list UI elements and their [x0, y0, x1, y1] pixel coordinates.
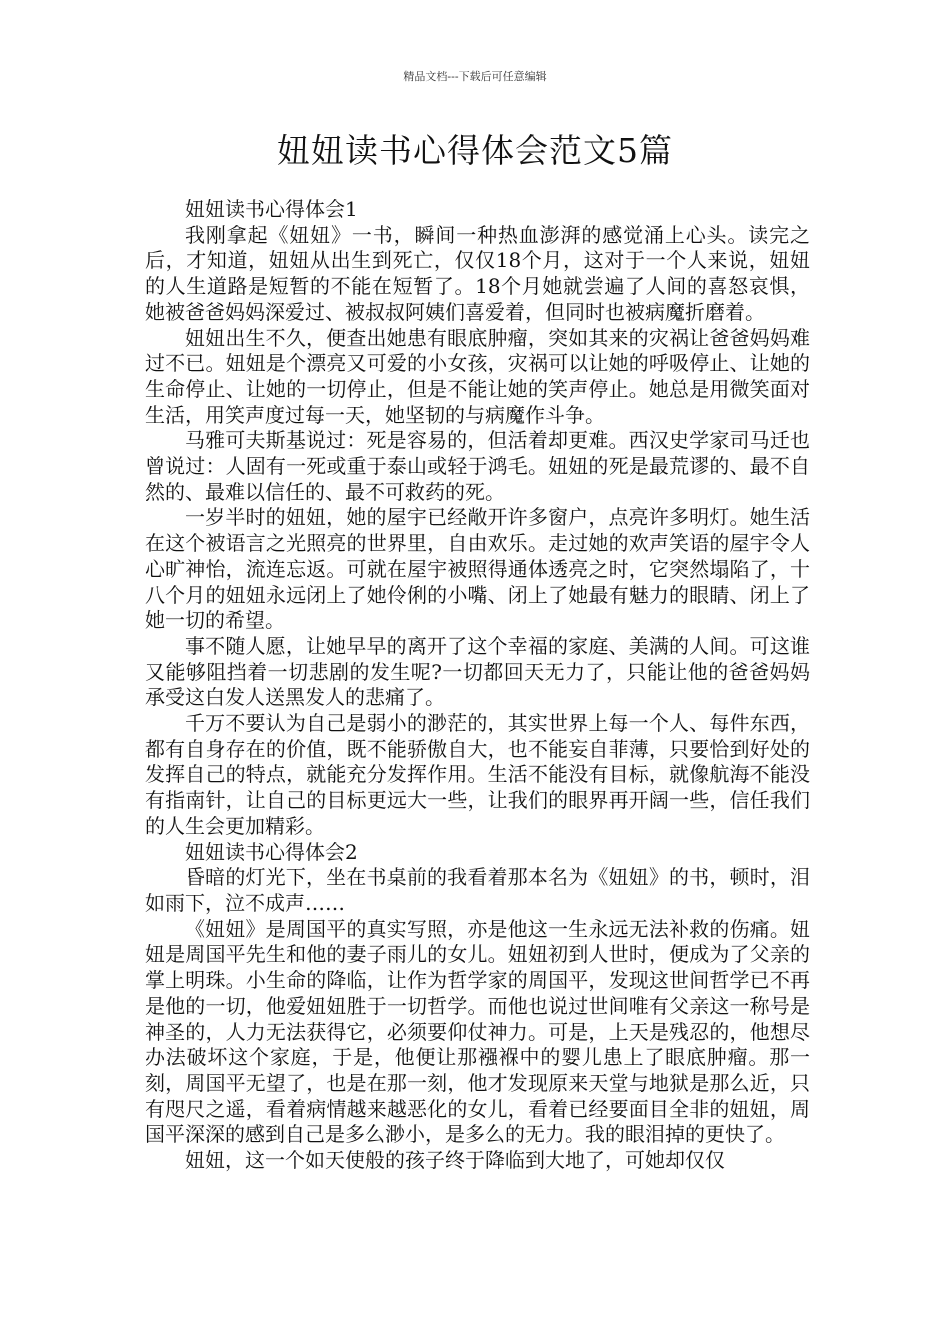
document-title: 妞妞读书心得体会范文5篇	[277, 131, 673, 170]
paragraph: 妞妞出生不久，便查出她患有眼底肿瘤，突如其来的灾祸让爸爸妈妈难过不已。妞妞是个漂亮又可爱的小女孩，灾祸可以让她的呼吸停止、让她的生命停止、让她的一切停止，但是不能让她的笑声停止。她总是用微笑面对生活，用笑声度过每一天，她坚韧的与病魔作斗争。	[145, 325, 810, 427]
paragraph: 妞妞，这一个如天使般的孩子终于降临到大地了，可她却仅仅	[185, 1148, 725, 1173]
page-header: 精品文档---下载后可任意编辑	[403, 70, 547, 83]
section-heading-1: 妞妞读书心得体会1	[185, 197, 358, 221]
paragraph: 昏暗的灯光下，坐在书桌前的我看着那本名为《妞妞》的书，顿时，泪如雨下，泣不成声……	[145, 865, 810, 915]
document-body	[145, 197, 810, 1174]
paragraph: 《妞妞》是周国平的真实写照，亦是他这一生永远无法补救的伤痛。妞妞是周国平先生和他的妻子雨儿的女儿。妞妞初到人世时，便成为了父亲的掌上明珠。小生命的降临，让作为哲学家的周国平，发现这世间哲学已不再是他的一切，他爱妞妞胜于一切哲学。而他也说过世间唯有父亲这一称号是神圣的，人力无法获得它，必须要仰仗神力。可是，上天是残忍的，他想尽办法破坏这个家庭，于是，他便让那襁褓中的婴儿患上了眼底肿瘤。那一刻，周国平无望了，也是在那一刻，他才发现原来天堂与地狱是那么近，只有咫尺之遥，看着病情越来越恶化的女儿，看着已经要面目全非的妞妞，周国平深深的感到自己是多么渺小，是多么的无力。我的眼泪掉的更快了。	[145, 916, 810, 1147]
paragraph: 马雅可夫斯基说过：死是容易的，但活着却更难。西汉史学家司马迁也曾说过：人固有一死或重于泰山或轻于鸿毛。妞妞的死是最荒谬的、最不自然的、最难以信任的、最不可救药的死。	[145, 428, 810, 504]
paragraph: 我刚拿起《妞妞》一书，瞬间一种热血澎湃的感觉涌上心头。读完之后，才知道，妞妞从出生到死亡，仅仅18个月，这对于一个人来说，妞妞的人生道路是短暂的不能在短暂了。18个月她就尝遍了人间的喜怒哀惧，她被爸爸妈妈深爱过、被叔叔阿姨们喜爱着，但同时也被病魔折磨着。	[145, 222, 810, 324]
paragraph: 事不随人愿，让她早早的离开了这个幸福的家庭、美满的人间。可这谁又能够阻挡着一切悲剧的发生呢?一切都回天无力了，只能让他的爸爸妈妈承受这白发人送黑发人的悲痛了。	[145, 633, 810, 710]
paragraph: 一岁半时的妞妞，她的屋宇已经敞开许多窗户，点亮许多明灯。她生活在这个被语言之光照亮的世界里，自由欢乐。走过她的欢声笑语的屋宇令人心旷神怡，流连忘返。可就在屋宇被照得通体透亮之时，它突然塌陷了，十八个月的妞妞永远闭上了她伶俐的小嘴、闭上了她最有魅力的眼睛、闭上了她一切的希望。	[145, 505, 810, 633]
paragraph: 千万不要认为自己是弱小的渺茫的，其实世界上每一个人、每件东西，都有自身存在的价值，既不能骄傲自大，也不能妄自菲薄，只要恰到好处的发挥自己的特点，就能充分发挥作用。生活不能没有目标，就像航海不能没有指南针，让自己的目标更远大一些，让我们的眼界再开阔一些，信任我们的人生会更加精彩。	[145, 711, 810, 838]
section-heading-2: 妞妞读书心得体会2	[185, 839, 358, 864]
